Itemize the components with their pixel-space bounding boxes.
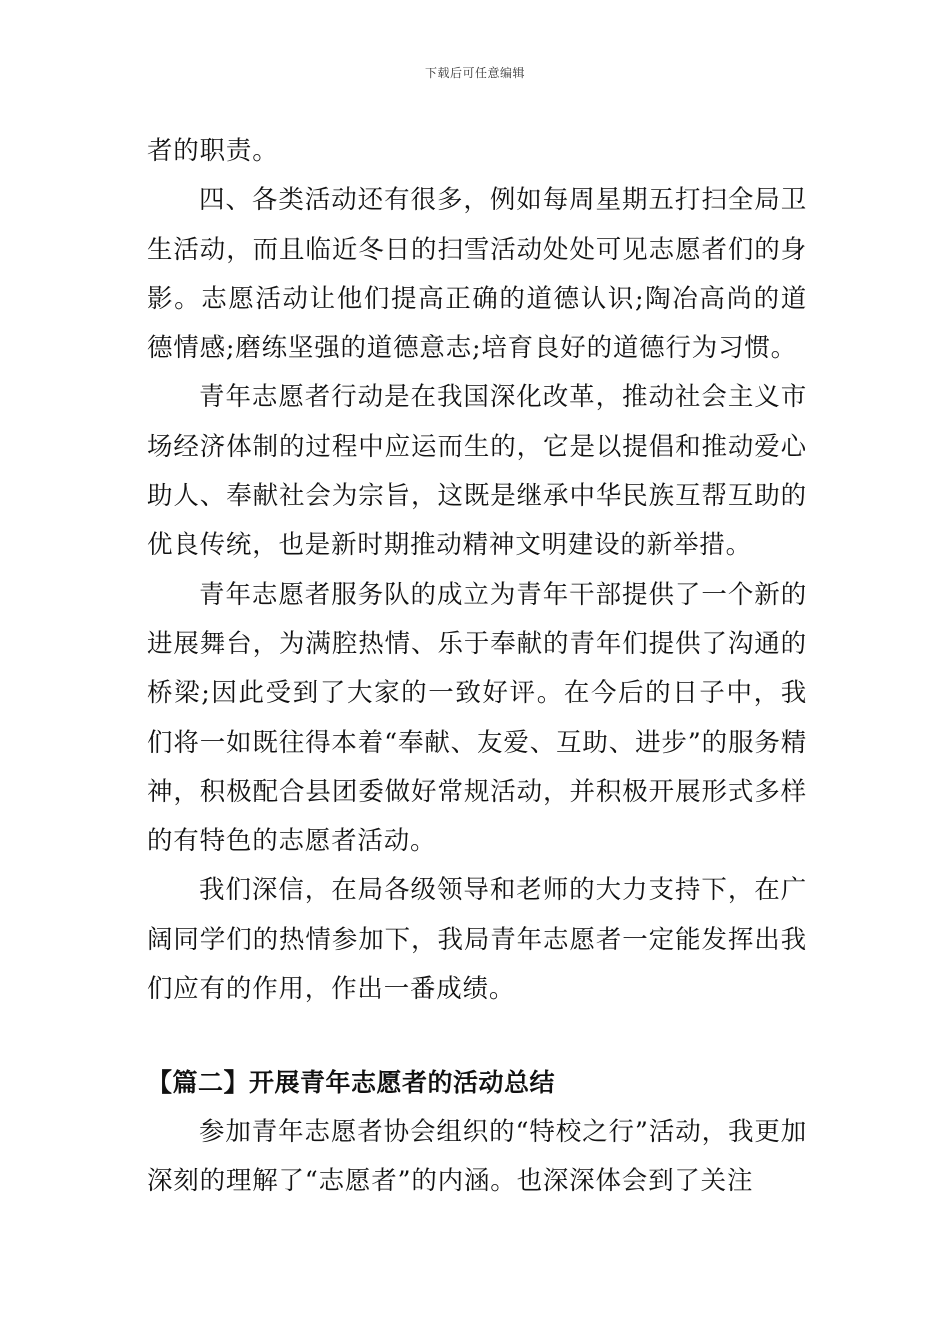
paragraph-continuation: 者的职责。 <box>147 136 279 166</box>
section-title: 【篇二】开展青年志愿者的活动总结 <box>147 1068 556 1098</box>
paragraph-youth-volunteer-action: 青年志愿者行动是在我国深化改革，推动社会主义市场经济体制的过程中应运而生的，它是以提倡和推动爱心助人、奉献社会为宗旨，这既是继承中华民族互帮互助的优良传统，也是新时期推动精神文明建设的新举措。 <box>147 382 807 561</box>
paragraph-service-team: 青年志愿者服务队的成立为青年干部提供了一个新的进展舞台，为满腔热情、乐于奉献的青年们提供了沟通的桥梁;因此受到了大家的一致好评。在今后的日子中，我们将一如既往得本着“奉献、友爱、互助、进步”的服务精神，积极配合县团委做好常规活动，并积极开展形式多样的有特色的志愿者活动。 <box>147 579 807 857</box>
paragraph-activities: 四、各类活动还有很多，例如每周星期五打扫全局卫生活动，而且临近冬日的扫雪活动处处可见志愿者们的身影。志愿活动让他们提高正确的道德认识;陶冶高尚的道德情感;磨练坚强的道德意志;培育良好的道德行为习惯。 <box>147 185 807 364</box>
document-body <box>147 127 807 1206</box>
page-header: 下载后可任意编辑 <box>424 66 525 80</box>
paragraph-section-two-intro: 参加青年志愿者协会组织的“特校之行”活动，我更加深刻的理解了“志愿者”的内涵。也深深体会到了关注 <box>147 1116 807 1196</box>
paragraph-conclusion: 我们深信，在局各级领导和老师的大力支持下，在广阔同学们的热情参加下，我局青年志愿者一定能发挥出我们应有的作用，作出一番成绩。 <box>147 875 807 1005</box>
